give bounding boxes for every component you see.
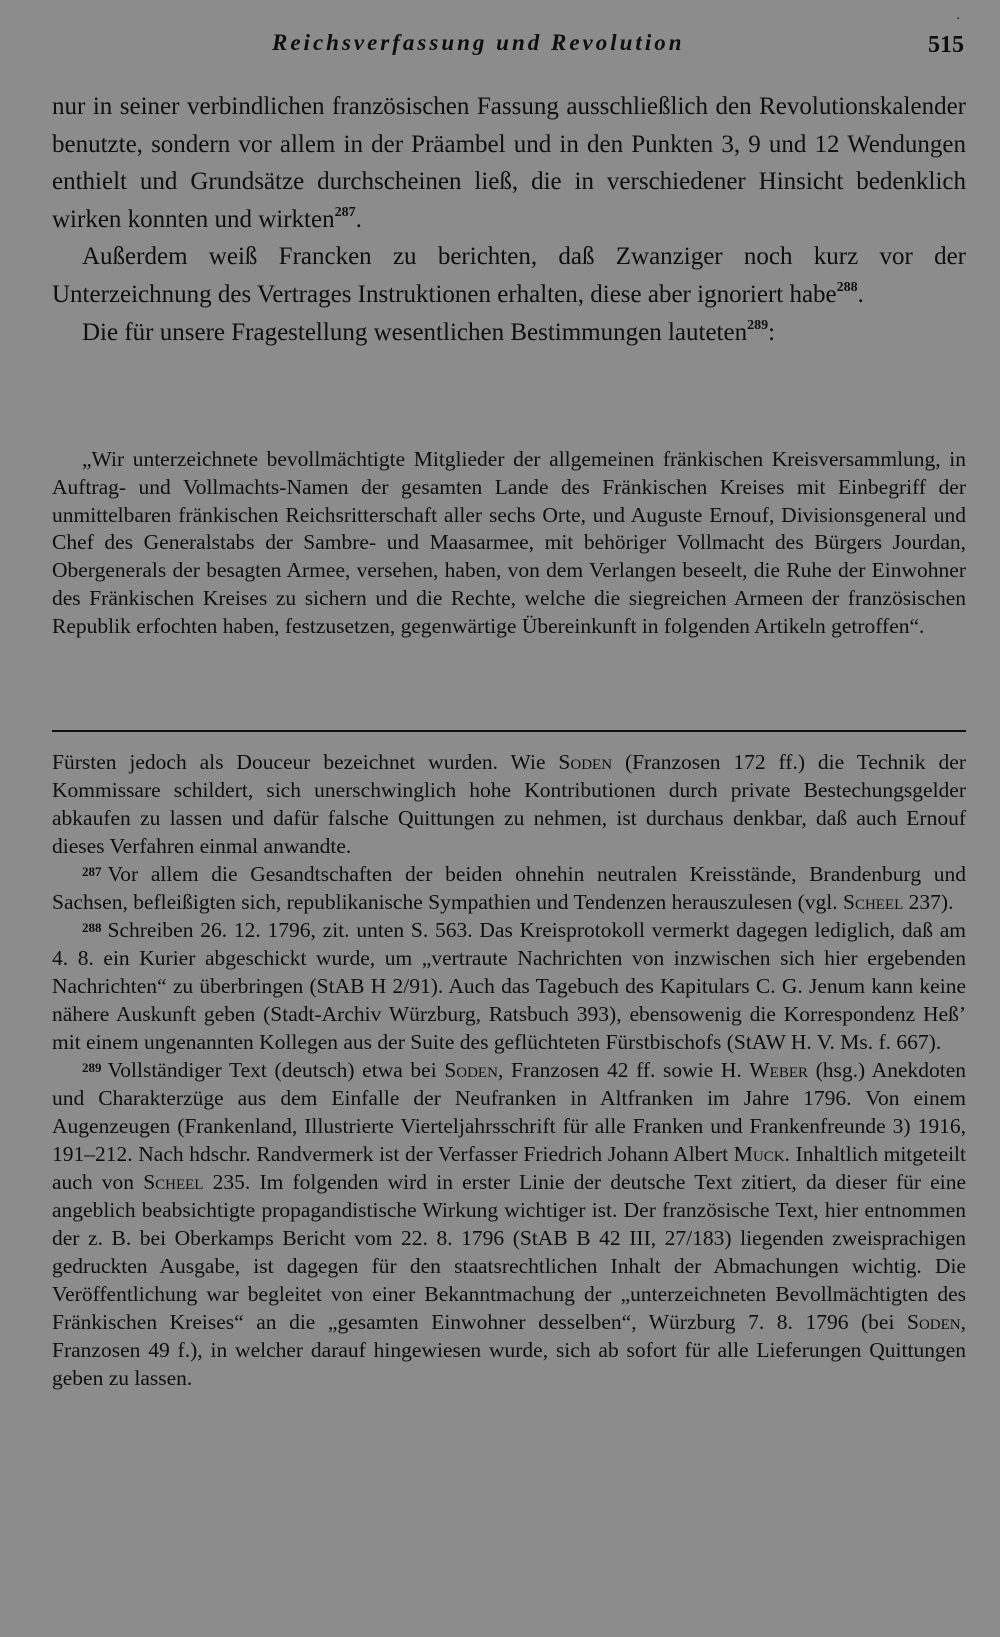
author-soden: Soden (558, 750, 613, 774)
footnote-289-text-a: Vollständiger Text (deutsch) etwa bei (107, 1058, 445, 1082)
author-scheel: Scheel (143, 1170, 204, 1194)
paragraph-2-end: . (857, 280, 864, 308)
footnote-289-text-b: , Franzosen 42 ff. sowie H. (497, 1058, 750, 1082)
block-quote: „Wir unterzeichnete bevollmächtigte Mitglieder der allgemeinen fränkischen Kreisversammlung, in Auftrag- und Vollmachts-Namen der gesamten Lande des Fränkischen Kreises mit Einbegriff der unmittelbaren fränkischen Reichsritterschaft aller sechs Orte, und Auguste Ernouf, Divisionsgeneral und Chef des Generalstabs der Sambre- und Maasarmee, mit behöriger Vollmacht des Bürgers Jourdan, Obergenerals der besagten Armee, versehen, haben, von dem Verlangen beseelt, die Ruhe der Einwohner des Fränkischen Kreises zu sichern und die Rechte, welche die siegreichen Armeen der französischen Republik erfochten haben, festzusetzen, gegenwärtige Übereinkunft in folgenden Artikeln getroffen“. (52, 447, 966, 638)
paragraph-3 (52, 314, 966, 352)
author-soden: Soden (907, 1310, 961, 1334)
author-scheel: Scheel (842, 890, 904, 914)
footnote-ref-287[interactable]: 287 (334, 204, 356, 220)
footnotes (52, 748, 966, 1392)
author-weber: Weber (749, 1058, 809, 1082)
footnote-divider (52, 730, 966, 732)
footnote-ref-289[interactable]: 289 (747, 317, 769, 333)
running-head (52, 8, 966, 66)
footnote-289-text-c: (hsg.) Anekdoten und Charakterzüge aus dem Einfalle der Neufranken in Altfranken im Jahre 1796. Von einem Augenzeugen (Frankenland, Illustrierte Vierteljahrsschrift für alle Franken und Frankenfreunde 3) 1916, 191–212. Nach hdschr. Randvermerk ist der Verfasser Friedrich Johann Albert (52, 1058, 967, 1166)
footnote-287 (52, 860, 966, 916)
footnote-cont-text-b: (Franzosen 172 ff.) die Technik der Kommissare schildert, sich unerschwinglich hohe Kontributionen durch private Bestechungsgelder abkaufen zu lassen und dafür falsche Quittungen zu nehmen, ist durchaus denkbar, daß auch Ernouf dieses Verfahren einmal anwandte. (52, 750, 966, 858)
paragraph-2 (52, 238, 966, 313)
footnote-289-text-f: , Franzosen 49 f.), in welcher darauf hingewiesen wurde, sich ab sofort für alle Lieferungen Quittungen geben zu lassen. (52, 1310, 966, 1390)
footnote-289 (52, 1056, 966, 1392)
paragraph-1-text: nur in seiner verbindlichen französischen Fassung ausschließlich den Revolutionskalender benutzte, sondern vor allem in der Präambel und in den Punkten 3, 9 und 12 Wendungen enthielt und Grundsätze durchscheinen ließ, die in verschiedener Hinsicht bedenklich wirken konnten und wirkten (52, 93, 966, 233)
footnote-cont-text-a: Fürsten jedoch als Douceur bezeichnet wurden. Wie (52, 750, 559, 774)
author-soden: Soden (444, 1058, 498, 1082)
footnote-288 (52, 916, 966, 1056)
footnote-continuation (52, 748, 966, 860)
top-dot: . (956, 8, 960, 23)
footnote-number-288: 288 (82, 920, 102, 935)
footnote-number-289: 289 (82, 1060, 102, 1075)
main-text (52, 88, 966, 351)
footnote-288-text: Schreiben 26. 12. 1796, zit. unten S. 563. Das Kreisprotokoll vermerkt dagegen lediglich, daß am 4. 8. ein Kurier abgeschickt wurde, um „vertraute Nachrichten von inzwischen sich hier ergebenden Nachrichten“ zu überbringen (StAB H 2/91). Auch das Tagebuch des Kapitulars C. G. Jenum kann keine nähere Auskunft geben (Stadt-Archiv Würzburg, Ratsbuch 393), ebensowenig die Korrespondenz Heß’ mit einem ungenannten Kollegen aus der Suite des geflüchteten Fürstbischofs (StAW H. V. Ms. f. 667). (52, 918, 966, 1054)
paragraph-1-end: . (355, 205, 362, 233)
running-title: Reichsverfassung und Revolution (272, 30, 685, 55)
book-page (52, 0, 966, 1637)
author-muck: Muck (733, 1142, 785, 1166)
paragraph-1 (52, 88, 966, 238)
footnote-289-text-d: . Inhaltlich mitgeteilt auch von (52, 1142, 966, 1194)
paragraph-2-text: Außerdem weiß Francken zu berichten, daß Zwanziger noch kurz vor der Unterzeichnung des Vertrages Instruktionen erhalten, diese aber ignoriert habe (52, 243, 966, 308)
footnote-289-text-e: 235. Im folgenden wird in erster Linie der deutsche Text zitiert, da dieser für eine angeblich beabsichtigte propagandistische Wirkung wichtiger ist. Der französische Text, hier entnommen der z. B. bei Oberkamps Bericht vom 22. 8. 1796 (StAB B 42 III, 27/183) liegenden zweisprachigen gedruckten Ausgabe, ist dagegen für den staatsrechtlichen Inhalt der Abmachungen wichtig. Die Veröffentlichung war begleitet von einer Bekanntmachung der „unterzeichneten Bevollmächtigten des Fränkischen Kreises“ an die „gesamten Einwohner desselben“, Würzburg 7. 8. 1796 (bei (52, 1170, 966, 1334)
footnote-ref-288[interactable]: 288 (836, 279, 858, 295)
footnote-287-text-a: Vor allem die Gesandtschaften der beiden ohnehin neutralen Kreisstände, Brandenburg und Sachsen, befleißigten sich, republikanische Sympathien und Tendenzen herauszulesen (vgl. (52, 862, 966, 914)
footnote-287-text-b: 237). (903, 890, 954, 914)
footnote-number-287: 287 (82, 864, 102, 879)
paragraph-3-end: : (768, 318, 776, 346)
page-number: 515 (928, 32, 964, 58)
paragraph-3-text: Die für unsere Fragestellung wesentlichen Bestimmungen lauteten (82, 318, 748, 346)
